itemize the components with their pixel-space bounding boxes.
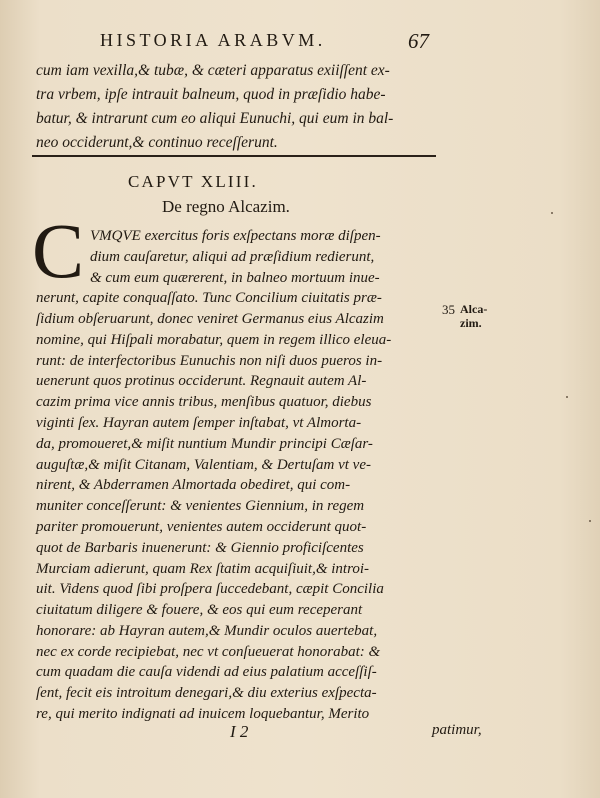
text-line: viginti ſex. Hayran autem ſemper inſtabat, vt Almorta- (36, 415, 362, 432)
text-line: cum quadam die cauſa videndi ad eius palatium acceſſiſ- (36, 664, 377, 681)
text-line: tra vrbem, ipſe intrauit balneum, quod in præſidio habe- (36, 86, 386, 103)
text-line: uit. Videns quod ſibi proſpera ſuccedebant, cæpit Concilia (36, 581, 384, 598)
text-line: nomine, qui Hiſpali morabatur, quem in regem illico eleua- (36, 331, 392, 348)
paper-speck (589, 520, 591, 522)
text-line: pariter promouerunt, venientes autem occiderunt quot- (36, 518, 367, 535)
margin-line-number: 35 (442, 302, 455, 317)
text-line: Murciam adierunt, quam Rex ſtatim acquiſiuit,& introi- (36, 560, 370, 577)
drop-cap: C (32, 207, 85, 294)
running-title: HISTORIA ARABVM. (100, 30, 326, 50)
text-line: & cum eum quærerent, in balneo mortuum inue- (90, 269, 380, 286)
text-line: auguſtæ,& miſit Citanam, Valentiam, & Dertuſam vt ve- (36, 456, 371, 473)
text-line: ſidium obſeruarunt, donec veniret Germanus eius Alcazim (36, 311, 384, 328)
text-line: nirent, & Abderramen Almortada obediret, qui com- (36, 477, 351, 494)
page-number: 67 (408, 29, 429, 53)
chapter-heading: CAPVT XLIII. (128, 172, 258, 191)
paper-speck (566, 396, 568, 398)
text-line: ſent, fecit eis introitum denegari,& diu exterius exſpecta- (36, 685, 377, 702)
margin-note (460, 302, 487, 330)
text-line: re, qui merito indignati ad inuicem loquebantur, Merito (36, 706, 370, 722)
text-line: dium cauſaretur, aliqui ad præſidium redierunt, (90, 248, 375, 265)
text-line: nerunt, capite conquaſſato. Tunc Concilium ciuitatis præ- (36, 290, 382, 307)
text-line: da, promoueret,& miſit nuntium Mundir principi Cæſar- (36, 435, 373, 452)
text-line: cazim prima vice annis tribus, menſibus quatuor, diebus (36, 394, 372, 411)
text-line: muniter conceſſerunt: & venientes Giennium, in regem (36, 498, 365, 515)
margin-note-line: zim. (460, 316, 482, 330)
text-line: neo occiderunt,& continuo receſſerunt. (36, 134, 278, 151)
section-rule (32, 155, 436, 157)
signature-mark: I 2 (230, 722, 249, 741)
text-line: cum iam vexilla,& tubæ, & cæteri apparatus exiiſſent ex- (36, 62, 390, 79)
text-line: VMQVE exercitus foris exſpectans moræ diſpen- (90, 228, 381, 244)
text-line: quot de Barbaris inuenerunt: & Giennio proficiſcentes (36, 539, 364, 556)
paper-speck (551, 212, 553, 214)
catchword: patimur, (432, 722, 482, 738)
margin-note-line: Alca- (460, 302, 488, 316)
text-line: batur, & intrarunt cum eo aliqui Eunuchi, qui eum in bal- (36, 110, 394, 127)
chapter-title: De regno Alcazim. (162, 197, 290, 216)
text-line: ciuitatum diligere & fouere, & eos qui eum receperant (36, 602, 363, 619)
text-line: nec ex corde recipiebat, nec vt conſueuerat honorabat: & (36, 643, 381, 660)
text-line: runt: de interfectoribus Eunuchis non niſi duos pueros in- (36, 352, 383, 369)
text-line: uenerunt quos protinus occiderunt. Regnauit autem Al- (36, 373, 367, 390)
text-line: honorare: ab Hayran autem,& Mundir oculos auertebat, (36, 622, 378, 639)
